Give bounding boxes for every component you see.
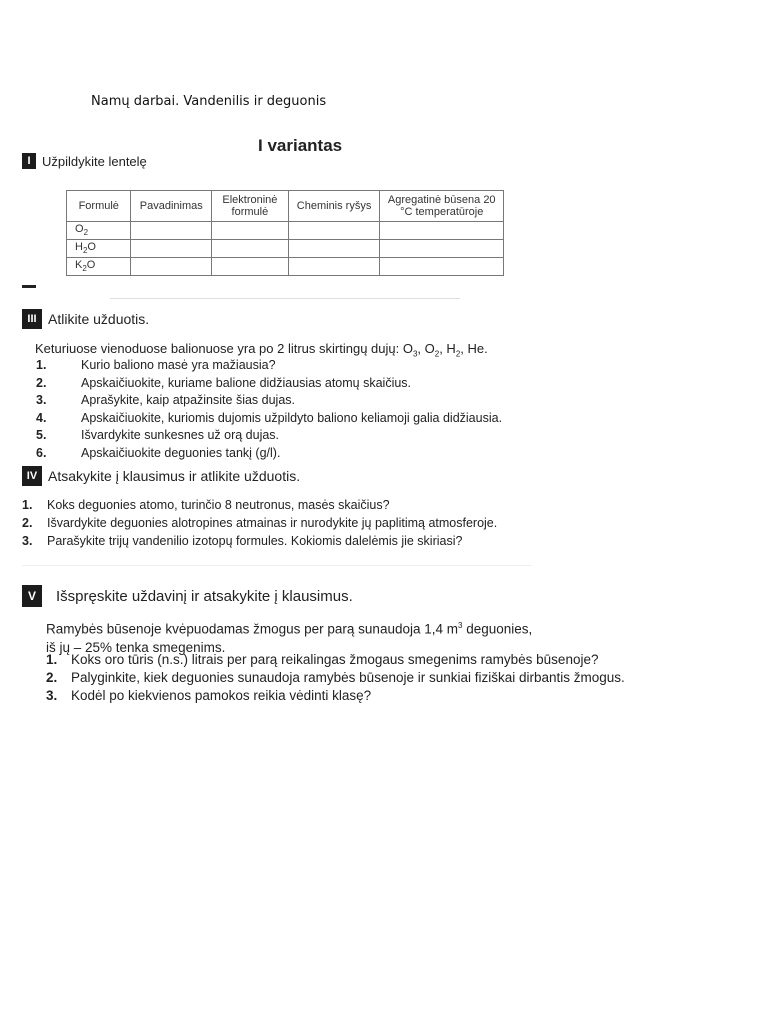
answer-cell[interactable] xyxy=(131,222,212,240)
formula-cell xyxy=(67,222,131,240)
task-number: 4. xyxy=(36,410,47,425)
task-text: Apskaičiuokite, kuriomis dujomis užpildyto baliono keliamoji galia didžiausia. xyxy=(81,410,503,425)
list-item xyxy=(22,514,497,532)
list-item xyxy=(46,687,625,705)
section-5-task-list xyxy=(46,651,625,705)
header-pavadinimas: Pavadinimas xyxy=(131,191,212,222)
task-number: 1. xyxy=(46,652,58,667)
list-item xyxy=(46,651,625,669)
task-number: 1. xyxy=(22,498,33,512)
header-formule: Formulė xyxy=(67,191,131,222)
intro-line-1 xyxy=(46,617,532,639)
list-item xyxy=(46,669,625,687)
intro-line-1-text: Ramybės būsenoje kvėpuodamas žmogus per parą sunaudoja 1,4 m xyxy=(46,621,458,637)
o3-subscript: 3 xyxy=(412,349,418,359)
fill-in-table xyxy=(66,190,504,276)
list-item xyxy=(36,375,502,393)
section-5-number: V xyxy=(22,585,42,607)
header-agregatine-busena: Agregatinė būsena 20 °C temperatūroje xyxy=(380,191,504,222)
section-5-header xyxy=(22,585,353,607)
section-1-number: I xyxy=(22,153,36,169)
table-row xyxy=(67,222,504,240)
task-text: Kodėl po kiekvienos pamokos reikia vėdinti klasę? xyxy=(71,688,372,703)
o2-text: , O xyxy=(417,341,435,356)
list-item xyxy=(36,392,502,410)
answer-cell[interactable] xyxy=(288,258,380,276)
formula-tail: O xyxy=(87,241,96,254)
table-header-row xyxy=(67,191,504,222)
list-item xyxy=(36,357,502,375)
intro-line-2: iš jų – 25% tenka smegenims. xyxy=(46,639,226,655)
section-3-number: III xyxy=(22,309,42,329)
task-number: 1. xyxy=(36,358,47,372)
answer-cell[interactable] xyxy=(380,258,504,276)
list-item xyxy=(36,410,502,428)
answer-cell[interactable] xyxy=(288,222,380,240)
task-text: Išvardykite deguonies alotropines atmainas ir nurodykite jų paplitimą atmosferoje. xyxy=(47,516,498,530)
formula-cell xyxy=(67,258,131,276)
list-item xyxy=(36,427,502,445)
formula-subscript: 2 xyxy=(82,264,87,274)
task-text: Apskaičiuokite, kuriame balione didžiausias atomų skaičius. xyxy=(81,375,412,390)
section-3-task-list xyxy=(36,357,502,462)
section-4-number: IV xyxy=(22,466,42,486)
intro-text: Keturiuose vienoduose balionuose yra po 2 litrus skirtingų dujų: O xyxy=(35,341,413,356)
formula-subscript: 2 xyxy=(82,246,88,256)
cubic-superscript: 3 xyxy=(458,621,463,630)
formula-cell xyxy=(67,240,131,258)
scan-artifact-line xyxy=(110,298,460,299)
header-cheminis-rysys: Cheminis ryšys xyxy=(288,191,380,222)
task-text: Parašykite trijų vandenilio izotopų formules. Kokiomis dalelėmis jie skiriasi? xyxy=(47,534,463,548)
list-item xyxy=(22,532,497,550)
task-text: Koks oro tūris (n.s.) litrais per parą reikalingas žmogaus smegenims ramybės būsenoje? xyxy=(71,652,599,667)
task-number: 2. xyxy=(22,516,33,530)
task-number: 3. xyxy=(22,534,33,548)
list-item xyxy=(22,496,497,514)
h2-text: , H xyxy=(439,341,456,356)
section-3-header xyxy=(22,309,149,329)
table-row xyxy=(67,258,504,276)
task-number: 2. xyxy=(36,375,47,390)
formula-base: H xyxy=(75,241,83,254)
task-number: 3. xyxy=(36,393,47,407)
section-4-instruction: Atsakykite į klausimus ir atlikite užduotis. xyxy=(48,468,301,484)
section-1-instruction: Užpildykite lentelę xyxy=(42,153,147,169)
answer-cell[interactable] xyxy=(131,258,212,276)
he-text: , He. xyxy=(460,341,488,356)
answer-cell[interactable] xyxy=(131,240,212,258)
task-text: Išvardykite sunkesnes už orą dujas. xyxy=(81,428,280,442)
answer-cell[interactable] xyxy=(380,222,504,240)
task-text: Aprašykite, kaip atpažinsite šias dujas. xyxy=(81,393,295,407)
header-elektronine-formule: Elektroninė formulė xyxy=(212,191,289,222)
intro-line-1-tail: deguonies, xyxy=(462,621,533,637)
answer-cell[interactable] xyxy=(288,240,380,258)
task-number: 5. xyxy=(36,428,47,442)
task-number: 6. xyxy=(36,445,47,460)
task-text: Koks deguonies atomo, turinčio 8 neutronus, masės skaičius? xyxy=(47,498,390,512)
task-text: Kurio baliono masė yra mažiausia? xyxy=(81,358,276,372)
formula-subscript: 2 xyxy=(83,228,89,238)
section-4-task-list xyxy=(22,496,497,550)
document-title: Namų darbai. Vandenilis ir deguonis xyxy=(91,94,327,109)
formula-tail: O xyxy=(86,259,96,272)
formula-base: K xyxy=(75,259,83,272)
task-number: 2. xyxy=(46,670,58,685)
answer-cell[interactable] xyxy=(212,258,289,276)
section-4-header xyxy=(22,466,300,486)
task-number: 3. xyxy=(46,688,58,703)
task-text: Apskaičiuokite deguonies tankį (g/l). xyxy=(81,445,281,460)
scan-artifact-line xyxy=(22,565,532,566)
o2-subscript: 2 xyxy=(434,349,440,359)
variant-title: I variantas xyxy=(258,136,343,155)
section-separator-mark xyxy=(22,285,36,288)
section-3-instruction: Atlikite užduotis. xyxy=(48,311,150,327)
answer-cell[interactable] xyxy=(212,240,289,258)
section-5-instruction: Išspręskite uždavinį ir atsakykite į klausimus. xyxy=(56,587,353,605)
list-item xyxy=(36,445,502,463)
task-text: Palyginkite, kiek deguonies sunaudoja ramybės būsenoje ir sunkiai fiziškai dirbantis žmogus. xyxy=(71,670,625,685)
section-1-header xyxy=(22,153,147,169)
table-row xyxy=(67,240,504,258)
answer-cell[interactable] xyxy=(380,240,504,258)
answer-cell[interactable] xyxy=(212,222,289,240)
formula-base: O xyxy=(75,223,84,236)
h2-subscript: 2 xyxy=(455,349,461,359)
